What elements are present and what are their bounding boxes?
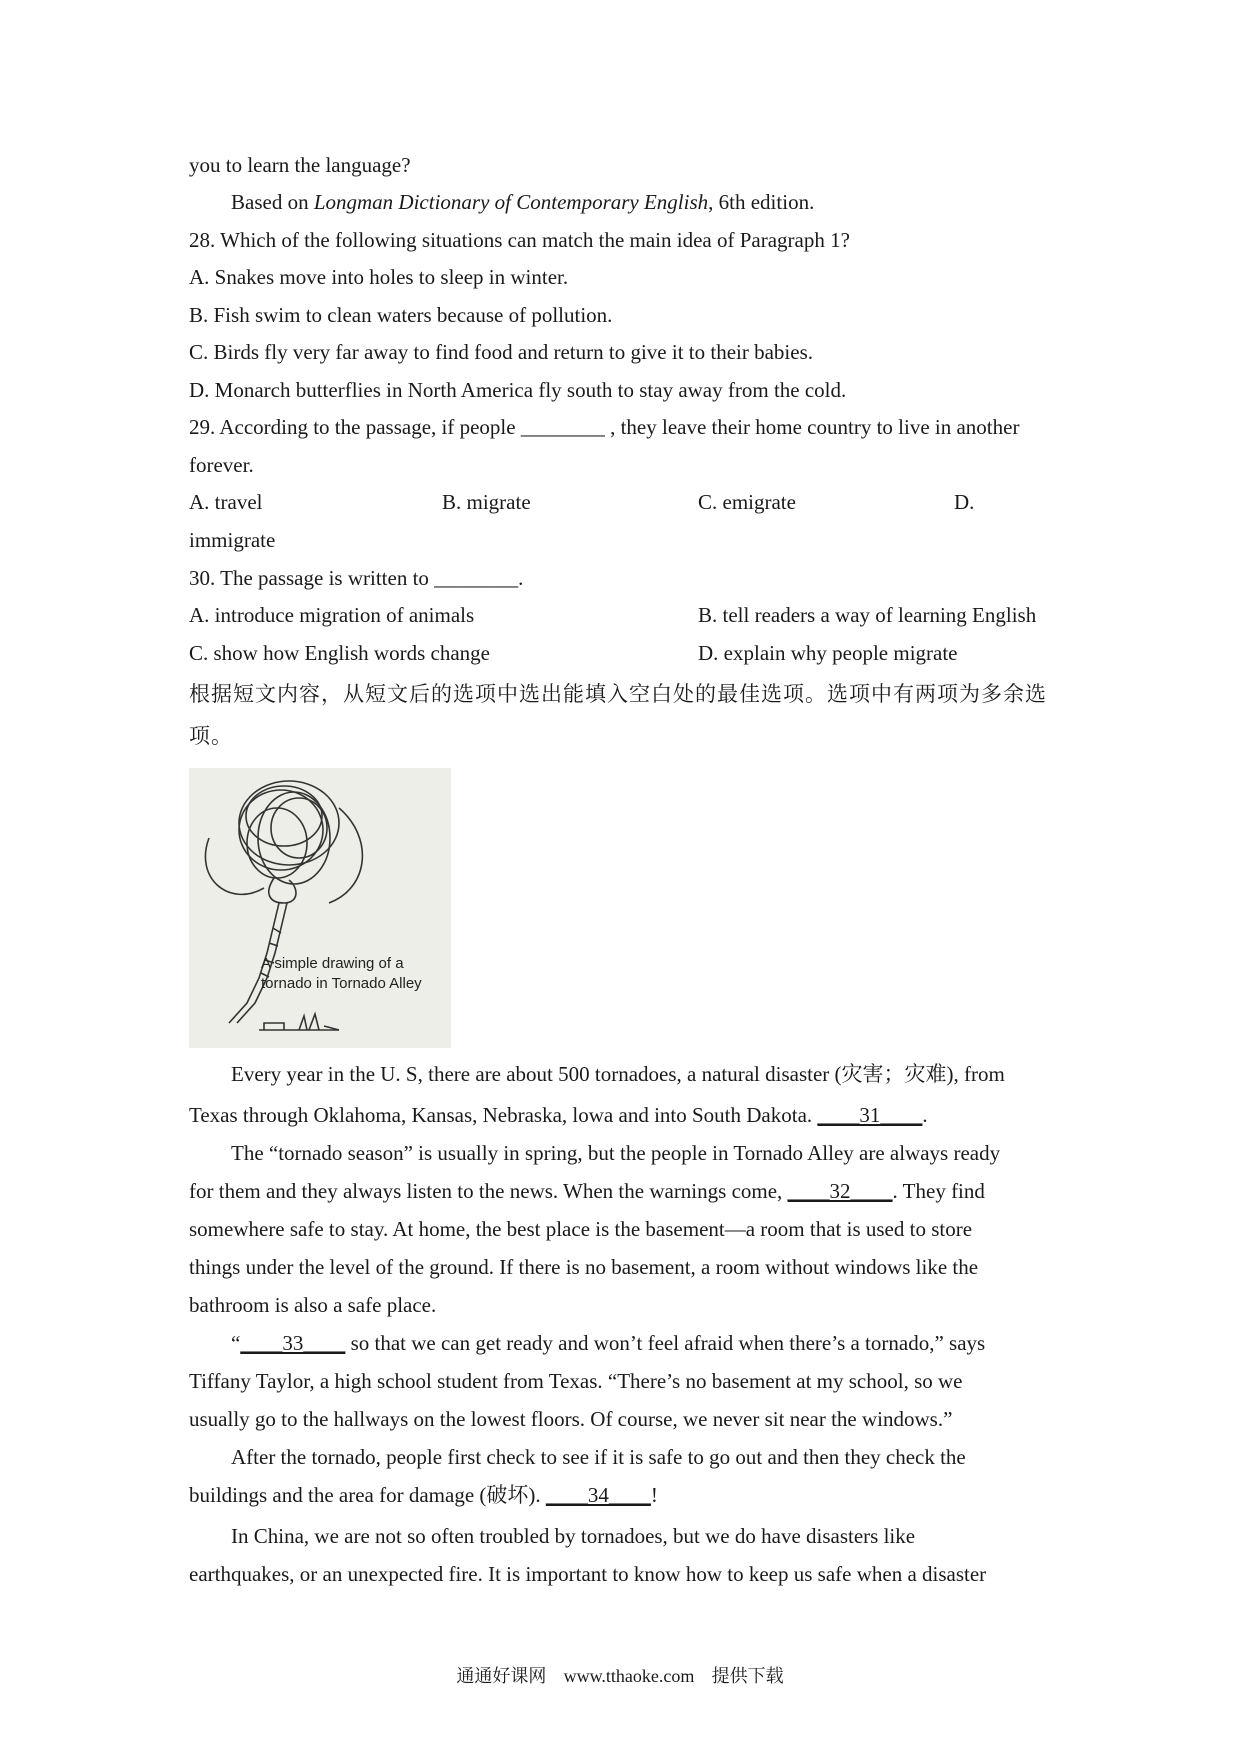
figure-caption [261, 954, 422, 994]
tornado-figure [189, 768, 451, 1048]
q30-stem [189, 564, 523, 592]
p2-line4: things under the level of the ground. If there is no basement, a room without windows like the [189, 1255, 979, 1279]
q29-stem-after: , they leave their home country to live in another [604, 415, 1020, 439]
q29-option-b: B. migrate [442, 490, 531, 514]
source-book-title: Longman Dictionary of Contemporary English [313, 190, 709, 214]
p4-line2-after: ! [650, 1483, 658, 1507]
q30-option-c: C. show how English words change [189, 641, 490, 665]
q30-option-b: B. tell readers a way of learning English [698, 603, 1037, 627]
q29-stem-before: 29. According to the passage, if people [189, 415, 521, 439]
p4-line1: After the tornado, people first check to see if it is safe to go out and then they check the [231, 1445, 966, 1469]
p5-line1: In China, we are not so often troubled by tornadoes, but we do have disasters like [231, 1524, 916, 1548]
q29-stem [189, 413, 1019, 441]
p2-line2 [189, 1177, 985, 1205]
p1-line1: Every year in the U. S, there are about 500 tornadoes, a natural disaster (灾害；灾难), from [231, 1062, 1005, 1086]
q28-option-d: D. Monarch butterflies in North America fly south to stay away from the cold. [189, 378, 847, 402]
p3-line1 [231, 1329, 985, 1357]
instruction-line2: 项。 [189, 724, 233, 748]
p3-line1-before: “ [231, 1331, 241, 1355]
q30-blank: ________ [434, 566, 519, 590]
source-line [231, 188, 814, 216]
q30-stem-after: . [518, 566, 524, 590]
q28-option-a: A. Snakes move into holes to sleep in winter. [189, 265, 569, 289]
p1-line2 [189, 1101, 928, 1129]
p2-line2-before: for them and they always listen to the news. When the warnings come, [189, 1179, 788, 1203]
p4-line2-before: buildings and the area for damage (破坏). [189, 1483, 546, 1507]
q29-option-a: A. travel [189, 490, 263, 514]
q29-option-d: D. [954, 490, 975, 514]
tornado-drawing [189, 768, 451, 1048]
p3-line1-after: so that we can get ready and won’t feel afraid when there’s a tornado,” says [345, 1331, 986, 1355]
footer-download-text: 提供下载 [711, 1666, 784, 1687]
source-suffix: , 6th edition. [708, 190, 815, 214]
q30-option-a: A. introduce migration of animals [189, 603, 475, 627]
q30-option-d: D. explain why people migrate [698, 641, 958, 665]
p3-line3: usually go to the hallways on the lowest floors. Of course, we never sit near the windows.” [189, 1407, 953, 1431]
p2-line2-after: . They find [892, 1179, 985, 1203]
p2-line3: somewhere safe to stay. At home, the best place is the basement—a room that is used to store [189, 1217, 973, 1241]
footer-url[interactable]: www.tthaoke.com [563, 1666, 695, 1686]
passage-end: you to learn the language? [189, 153, 411, 177]
figure-caption-line2: tornado in Tornado Alley [261, 975, 422, 992]
q29-stem-line2: forever. [189, 453, 254, 477]
p1-line2-after: . [922, 1103, 928, 1127]
source-prefix: Based on [231, 190, 314, 214]
blank-33: ____33____ [240, 1331, 346, 1355]
p5-line2: earthquakes, or an unexpected fire. It is important to know how to keep us safe when a disaster [189, 1562, 987, 1586]
p2-line5: bathroom is also a safe place. [189, 1293, 437, 1317]
blank-31: ____31____ [817, 1103, 923, 1127]
q28-option-b: B. Fish swim to clean waters because of pollution. [189, 303, 613, 327]
blank-34: ____34____ [545, 1483, 651, 1507]
q30-stem-before: 30. The passage is written to [189, 566, 435, 590]
q28-option-c: C. Birds fly very far away to find food and return to give it to their babies. [189, 340, 814, 364]
p2-line1: The “tornado season” is usually in spring, but the people in Tornado Alley are always ready [231, 1141, 1001, 1165]
q28-stem: 28. Which of the following situations can match the main idea of Paragraph 1? [189, 228, 850, 252]
q29-option-c: C. emigrate [698, 490, 796, 514]
footer-site-name: 通通好课网 [456, 1666, 547, 1687]
q29-option-d-wrap: immigrate [189, 528, 276, 552]
p3-line2: Tiffany Taylor, a high school student from Texas. “There’s no basement at my school, so we [189, 1369, 963, 1393]
page-footer [0, 1664, 1240, 1689]
q29-blank: ________ [520, 415, 605, 439]
figure-caption-line1: A simple drawing of a [261, 955, 404, 972]
blank-32: ____32____ [787, 1179, 893, 1203]
p4-line2 [189, 1481, 658, 1509]
p1-line2-before: Texas through Oklahoma, Kansas, Nebraska, lowa and into South Dakota. [189, 1103, 818, 1127]
instruction-line1: 根据短文内容，从短文后的选项中选出能填入空白处的最佳选项。选项中有两项为多余选 [189, 682, 1047, 706]
